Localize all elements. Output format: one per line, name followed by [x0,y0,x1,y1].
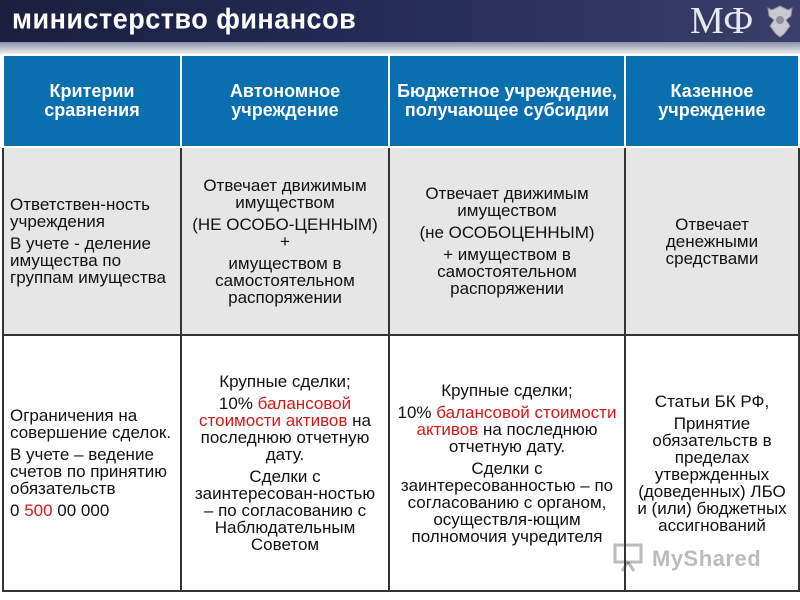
header-budget: Бюджетное учреждение, получающее субсидии [389,55,625,147]
header-row [3,55,799,147]
cell-criteria-responsibility: Ответствен-ность учреждения В учете - деление имущества по группам имущества [3,147,181,335]
coat-of-arms-icon [764,4,796,38]
ministry-logo: МФ [690,0,754,42]
cell-budget-restrictions: Крупные сделки; 10% балансовой стоимости активов на последнюю отчетную дату. Сделки с заинтересованностью – по согласованию с органом, осуществля-ющим полномочия учредителя [389,335,625,591]
header-bar [0,0,800,42]
cell-kazen-restrictions: Статьи БК РФ, Принятие обязательств в пределах утвержденных (доведенных) ЛБО и (или) бюджетных ассигнований [625,335,799,591]
table-row [3,147,799,335]
header-criteria: Критерии сравнения [3,55,181,147]
ministry-title: министерство финансов [12,3,357,35]
cell-kazen-responsibility: Отвечает денежными средствами [625,147,799,335]
comparison-table [2,54,800,592]
comparison-table-wrap [2,54,798,590]
cell-autonomous-responsibility: Отвечает движимым имуществом (НЕ ОСОБО-ЦЕННЫМ) + имуществом в самостоятельном распоряжении [181,147,389,335]
table-row [3,335,799,591]
cell-budget-responsibility: Отвечает движимым имуществом (не ОСОБОЦЕННЫМ) + имуществом в самостоятельном распоряжении [389,147,625,335]
cell-autonomous-restrictions: Крупные сделки; 10% балансовой стоимости активов на последнюю отчетную дату. Сделки с заинтересован-ностью – по согласованию с Наблюдательным Советом [181,335,389,591]
watermark-text: MyShared [652,546,762,571]
cell-criteria-restrictions: Ограничения на совершение сделок. В учете – ведение счетов по принятию обязательств 0 500 00 000 [3,335,181,591]
header-kazen: Казенное учреждение [625,55,799,147]
header-autonomous: Автономное учреждение [181,55,389,147]
